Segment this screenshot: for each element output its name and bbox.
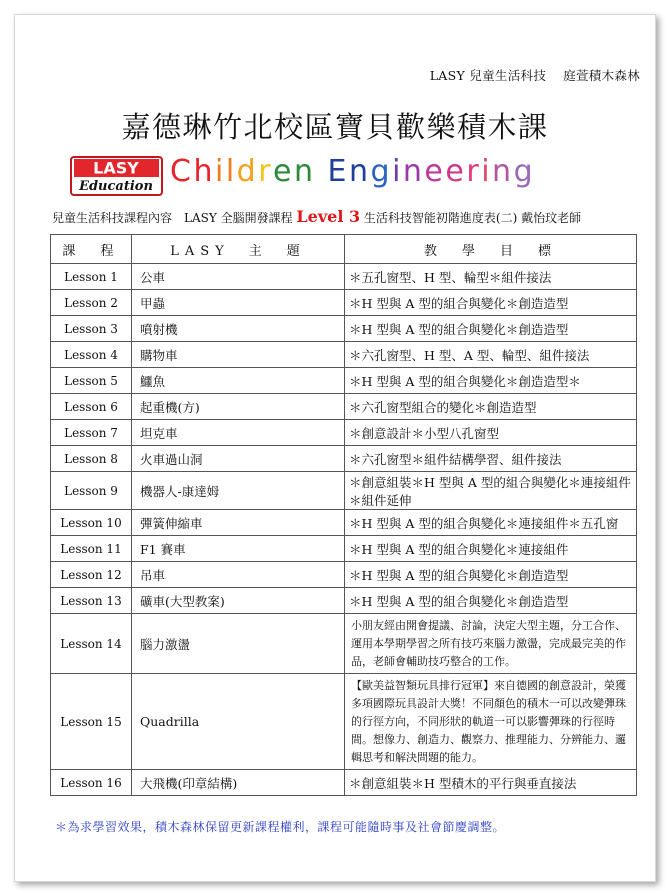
wordmark-letter: C bbox=[170, 154, 194, 189]
table-row bbox=[51, 420, 637, 446]
goal-cell: 小朋友經由開會提議、討論，決定大型主題，分工合作、運用本學期學習之所有技巧來腦力激盪，完成最完美的作品，老師會輔助技巧整合的工作。 bbox=[345, 614, 637, 674]
wordmark-letter: n bbox=[492, 154, 514, 189]
table-header-row bbox=[51, 235, 637, 264]
footnote: ＊為求學習效果，積木森林保留更新課程權利，課程可能隨時事及社會節慶調整。 bbox=[55, 820, 506, 834]
subhead-prefix: 兒童生活科技課程內容 LASY 全腦開發課程 bbox=[52, 211, 297, 225]
page-title: 嘉德琳竹北校區寶貝歡樂積木課 bbox=[121, 110, 549, 144]
brand-banner bbox=[70, 150, 630, 200]
children-engineering-wordmark bbox=[170, 154, 535, 189]
goal-cell: ＊H 型與 A 型的組合與變化＊創造造型 bbox=[345, 290, 637, 316]
lesson-cell: Lesson 9 bbox=[51, 472, 132, 510]
table-row bbox=[51, 368, 637, 394]
course-schedule-table bbox=[50, 234, 637, 796]
topic-cell: 火車過山洞 bbox=[132, 446, 345, 472]
goal-cell: ＊六孔窗型組合的變化＊創造造型 bbox=[345, 394, 637, 420]
topic-cell: 彈簧伸縮車 bbox=[132, 510, 345, 536]
topic-cell: 噴射機 bbox=[132, 316, 345, 342]
lesson-cell: Lesson 15 bbox=[51, 674, 132, 770]
lesson-cell: Lesson 3 bbox=[51, 316, 132, 342]
wordmark-letter: e bbox=[445, 154, 467, 189]
goal-cell: ＊H 型與 A 型的組合與變化＊連接組件＊五孔窗 bbox=[345, 510, 637, 536]
table-row bbox=[51, 342, 637, 368]
table-row bbox=[51, 472, 637, 510]
wordmark-letter: g bbox=[513, 154, 536, 189]
header-goal: 教 學 目 標 bbox=[345, 235, 637, 264]
lesson-cell: Lesson 8 bbox=[51, 446, 132, 472]
wordmark-letter: g bbox=[370, 154, 393, 189]
goal-cell: ＊創意組裝＊H 型與 A 型的組合與變化＊連接組件＊組件延伸 bbox=[345, 472, 637, 510]
wordmark-letter: r bbox=[466, 154, 482, 189]
wordmark-letter: n bbox=[349, 154, 371, 189]
wordmark-letter: d bbox=[236, 154, 259, 189]
table-row bbox=[51, 446, 637, 472]
topic-cell: F1 賽車 bbox=[132, 536, 345, 562]
wordmark-letter: i bbox=[214, 154, 226, 189]
topic-cell: 購物車 bbox=[132, 342, 345, 368]
wordmark-letter: r bbox=[258, 154, 274, 189]
org-line: LASY 兒童生活科技 庭萱積木森林 bbox=[429, 68, 640, 83]
header-lesson: 課 程 bbox=[51, 235, 132, 264]
lesson-cell: Lesson 1 bbox=[51, 264, 132, 290]
wordmark-letter: E bbox=[327, 154, 349, 189]
lesson-cell: Lesson 13 bbox=[51, 588, 132, 614]
goal-cell: ＊H 型與 A 型的組合與變化＊連接組件 bbox=[345, 536, 637, 562]
goal-cell: 【歐美益智類玩具排行冠軍】來自德國的創意設計，榮獲多項國際玩具設計大獎！不同顏色的積木一可以改變彈珠的行徑方向，不同形狀的軌道一可以影響彈珠的行徑時 間。想像力、創造力、觀察力、推理能力、分辨能力、邏輯思考和解決問題的能力。 bbox=[345, 674, 637, 770]
table-row bbox=[51, 316, 637, 342]
wordmark-letter: i bbox=[481, 154, 493, 189]
table-row bbox=[51, 562, 637, 588]
level-label: Level 3 bbox=[296, 207, 361, 226]
table-row bbox=[51, 674, 637, 770]
table-row bbox=[51, 614, 637, 674]
table-row bbox=[51, 264, 637, 290]
lesson-cell: Lesson 6 bbox=[51, 394, 132, 420]
goal-cell: ＊六孔窗型、H 型、A 型、輪型、組件接法 bbox=[345, 342, 637, 368]
lesson-cell: Lesson 4 bbox=[51, 342, 132, 368]
header-topic: LASY 主 題 bbox=[132, 235, 345, 264]
wordmark-letter: h bbox=[193, 154, 215, 189]
topic-cell: 坦克車 bbox=[132, 420, 345, 446]
lesson-cell: Lesson 16 bbox=[51, 770, 132, 796]
wordmark-letter: e bbox=[424, 154, 446, 189]
goal-cell: ＊H 型與 A 型的組合與變化＊創造造型 bbox=[345, 562, 637, 588]
lesson-cell: Lesson 10 bbox=[51, 510, 132, 536]
lesson-cell: Lesson 12 bbox=[51, 562, 132, 588]
goal-cell: ＊H 型與 A 型的組合與變化＊創造造型 bbox=[345, 316, 637, 342]
lesson-cell: Lesson 11 bbox=[51, 536, 132, 562]
goal-cell: ＊五孔窗型、H 型、輪型＊組件接法 bbox=[345, 264, 637, 290]
lesson-cell: Lesson 14 bbox=[51, 614, 132, 674]
table-row bbox=[51, 770, 637, 796]
goal-cell: ＊H 型與 A 型的組合與變化＊創造造型 bbox=[345, 588, 637, 614]
goal-cell: ＊六孔窗型＊組件結構學習、組件接法 bbox=[345, 446, 637, 472]
goal-cell: ＊創意組裝＊H 型積木的平行與垂直接法 bbox=[345, 770, 637, 796]
logo-top-word: LASY bbox=[93, 158, 139, 178]
wordmark-letter: n bbox=[402, 154, 425, 189]
topic-cell: 吊車 bbox=[132, 562, 345, 588]
wordmark-letter: e bbox=[273, 154, 295, 189]
wordmark-letter: l bbox=[225, 154, 237, 189]
topic-cell: 公車 bbox=[132, 264, 345, 290]
topic-cell: 腦力激盪 bbox=[132, 614, 345, 674]
table-row bbox=[51, 536, 637, 562]
topic-cell: 礦車(大型教案) bbox=[132, 588, 345, 614]
subhead-suffix: 生活科技智能初階進度表(二) 戴怡玟老師 bbox=[360, 211, 582, 225]
topic-cell: 機器人-康達姆 bbox=[132, 472, 345, 510]
topic-cell: 起重機(方) bbox=[132, 394, 345, 420]
logo-bottom-word: Education bbox=[79, 179, 153, 194]
table-row bbox=[51, 588, 637, 614]
topic-cell: 甲蟲 bbox=[132, 290, 345, 316]
table-row bbox=[51, 290, 637, 316]
goal-cell: ＊H 型與 A 型的組合與變化＊創造造型＊ bbox=[345, 368, 637, 394]
wordmark-letter: i bbox=[392, 154, 403, 189]
table-row bbox=[51, 510, 637, 536]
lesson-cell: Lesson 2 bbox=[51, 290, 132, 316]
lasy-education-logo bbox=[70, 156, 163, 196]
topic-cell: Quadrilla bbox=[132, 674, 345, 770]
lesson-cell: Lesson 5 bbox=[51, 368, 132, 394]
goal-cell: ＊創意設計＊小型八孔窗型 bbox=[345, 420, 637, 446]
course-subheading bbox=[52, 207, 581, 226]
topic-cell: 大飛機(印章結構) bbox=[132, 770, 345, 796]
topic-cell: 鱷魚 bbox=[132, 368, 345, 394]
wordmark-letter: n bbox=[294, 154, 316, 189]
table-row bbox=[51, 394, 637, 420]
lesson-cell: Lesson 7 bbox=[51, 420, 132, 446]
